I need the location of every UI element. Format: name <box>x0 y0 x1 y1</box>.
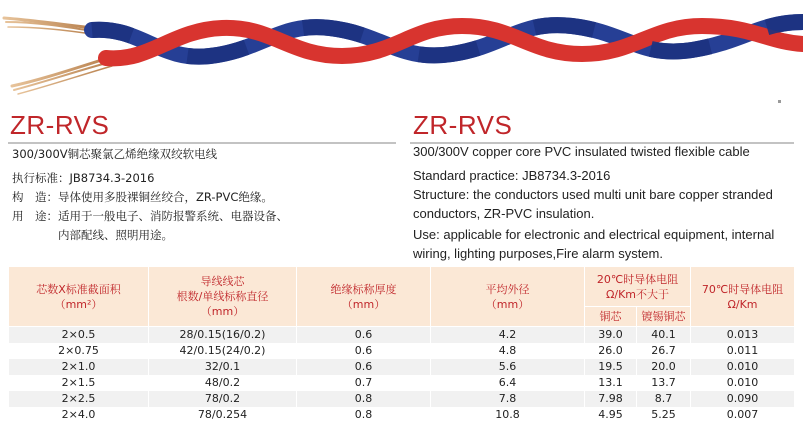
table-row <box>9 391 795 407</box>
header-conductor: 导线线芯 根数/单线标称直径 （mm） <box>149 267 297 327</box>
cell-outer-diameter: 4.2 <box>431 327 585 344</box>
cell-outer-diameter: 7.8 <box>431 391 585 407</box>
cell-spec: 2×1.5 <box>9 375 149 391</box>
header-spec: 芯数X标准截面积 （mm²） <box>9 267 149 327</box>
right-use: Use: applicable for electronic and electrical equipment, internal <box>413 227 775 242</box>
twisted-wire <box>92 22 803 58</box>
cell-copper: 26.0 <box>585 343 637 359</box>
spec-table <box>8 266 795 423</box>
left-divider <box>8 142 396 144</box>
left-use: 用 途：适用于一般电子、消防报警系统、电器设备、 <box>12 209 288 223</box>
left-subtitle: 300/300V铜芯聚氯乙烯绝缘双绞软电线 <box>12 147 218 161</box>
header-resistance-20: 20℃时导体电阻 Ω/Km不大于 <box>585 267 691 307</box>
cell-tinned-copper: 26.7 <box>637 343 691 359</box>
right-subtitle: 300/300V copper core PVC insulated twisted flexible cable <box>413 144 750 159</box>
cell-outer-diameter: 4.8 <box>431 343 585 359</box>
cell-insulation: 0.8 <box>297 407 431 423</box>
cell-copper: 4.95 <box>585 407 637 423</box>
header-resistance-70: 70℃时导体电阻 Ω/Km <box>691 267 795 327</box>
cell-spec: 2×1.0 <box>9 359 149 375</box>
cell-spec: 2×0.5 <box>9 327 149 344</box>
right-structure-cont: conductors, ZR-PVC insulation. <box>413 206 595 221</box>
left-standard: 执行标准：JB8734.3-2016 <box>12 171 155 185</box>
cell-resistance-70: 0.010 <box>691 375 795 391</box>
cell-tinned-copper: 5.25 <box>637 407 691 423</box>
cell-copper: 13.1 <box>585 375 637 391</box>
cell-insulation: 0.7 <box>297 375 431 391</box>
cell-resistance-70: 0.013 <box>691 327 795 344</box>
right-title: ZR-RVS <box>413 110 513 140</box>
right-standard: Standard practice: JB8734.3-2016 <box>413 168 611 183</box>
cell-spec: 2×0.75 <box>9 343 149 359</box>
header-insulation: 绝缘标称厚度 （mm） <box>297 267 431 327</box>
cell-outer-diameter: 10.8 <box>431 407 585 423</box>
cell-conductor: 42/0.15(24/0.2) <box>149 343 297 359</box>
cell-tinned-copper: 13.7 <box>637 375 691 391</box>
cell-conductor: 78/0.254 <box>149 407 297 423</box>
cell-insulation: 0.8 <box>297 391 431 407</box>
cell-resistance-70: 0.011 <box>691 343 795 359</box>
header-tinned-copper: 镀锡铜芯 <box>637 307 691 327</box>
cell-spec: 2×4.0 <box>9 407 149 423</box>
cell-resistance-70: 0.090 <box>691 391 795 407</box>
cell-conductor: 32/0.1 <box>149 359 297 375</box>
cell-outer-diameter: 5.6 <box>431 359 585 375</box>
cell-tinned-copper: 40.1 <box>637 327 691 344</box>
cell-insulation: 0.6 <box>297 359 431 375</box>
table-row <box>9 359 795 375</box>
right-use-cont: wiring, lighting purposes,Fire alarm system. <box>413 246 663 261</box>
cell-tinned-copper: 8.7 <box>637 391 691 407</box>
cell-insulation: 0.6 <box>297 327 431 344</box>
cell-tinned-copper: 20.0 <box>637 359 691 375</box>
cell-conductor: 28/0.15(16/0.2) <box>149 327 297 344</box>
cell-spec: 2×2.5 <box>9 391 149 407</box>
cell-insulation: 0.6 <box>297 343 431 359</box>
left-title: ZR-RVS <box>10 110 110 140</box>
cell-copper: 7.98 <box>585 391 637 407</box>
decorative-dot <box>778 100 781 103</box>
right-structure: Structure: the conductors used multi unit bare copper stranded <box>413 187 773 202</box>
table-row <box>9 375 795 391</box>
cell-conductor: 48/0.2 <box>149 375 297 391</box>
table-row <box>9 407 795 423</box>
cell-copper: 39.0 <box>585 327 637 344</box>
cell-copper: 19.5 <box>585 359 637 375</box>
left-use-cont: 内部配线、照明用途。 <box>12 228 173 242</box>
header-copper: 铜芯 <box>585 307 637 327</box>
left-structure: 构 造：导体使用多股裸铜丝绞合，ZR-PVC绝缘。 <box>12 190 273 204</box>
cell-outer-diameter: 6.4 <box>431 375 585 391</box>
table-row <box>9 343 795 359</box>
cell-resistance-70: 0.010 <box>691 359 795 375</box>
header-outer-diameter: 平均外径 （mm） <box>431 267 585 327</box>
table-row <box>9 327 795 344</box>
cell-resistance-70: 0.007 <box>691 407 795 423</box>
cable-image <box>0 0 803 108</box>
cell-conductor: 78/0.2 <box>149 391 297 407</box>
